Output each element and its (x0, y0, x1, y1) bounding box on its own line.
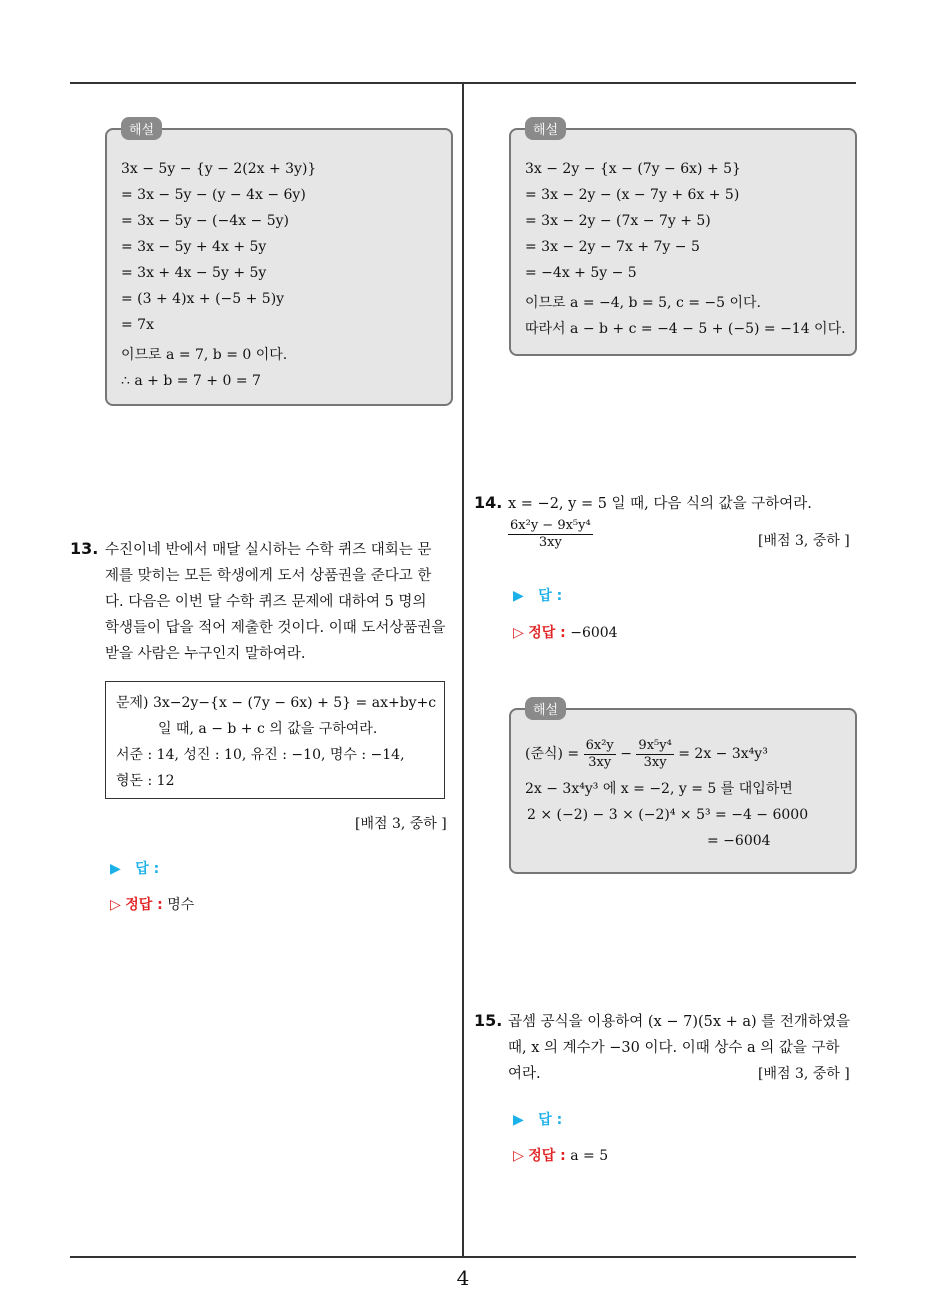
question-line: 제를 맞히는 모든 학생에게 도서 상품권을 준다고 한 (105, 568, 432, 584)
answer-marker-icon: ▶ (513, 1112, 524, 1128)
solution-text: = 2x − 3x⁴y³ (678, 746, 768, 762)
correct-marker-icon: ▷ (110, 897, 121, 913)
solution-box-12 (105, 123, 453, 406)
solution-box-14 (509, 703, 857, 874)
correct-marker-icon: ▷ (513, 625, 524, 641)
fraction-numerator: 9x⁵y⁴ (638, 737, 672, 753)
correct-marker-icon: ▷ (513, 1148, 524, 1164)
solution-line: 이므로 a = −4, b = 5, c = −5 이다. (525, 295, 761, 311)
question-number-13: 13. (70, 539, 99, 558)
correct-label: 정답 : (528, 625, 566, 641)
solution-line: 2 × (−2) − 3 × (−2)⁴ × 5³ = −4 − 6000 (527, 807, 809, 823)
problem-line: 문제) 3x−2y−{x − (7y − 6x) + 5} = ax+by+c (116, 695, 437, 711)
question-line: 여라. (508, 1066, 541, 1082)
solution-line: = (3 + 4)x + (−5 + 5)y (121, 291, 285, 307)
answer-label: 답 : (538, 588, 563, 604)
fraction-denominator: 3xy (538, 535, 562, 550)
fraction-numerator: 6x²y (585, 737, 614, 753)
correct-value: 명수 (167, 897, 195, 913)
solution-line: 따라서 a − b + c = −4 − 5 + (−5) = −14 이다. (525, 321, 846, 337)
correct-label: 정답 : (125, 897, 163, 913)
column-divider (462, 83, 464, 1257)
page-number: 4 (456, 1266, 470, 1290)
fraction (584, 738, 616, 771)
question-14-text: x = −2, y = 5 일 때, 다음 식의 값을 구하여라. (508, 496, 812, 512)
solution-line: 2x − 3x⁴y³ 에 x = −2, y = 5 를 대입하면 (525, 781, 793, 797)
solution-line: = 3x − 2y − (x − 7y + 6x + 5) (525, 187, 740, 203)
answer-label: 답 : (135, 861, 160, 877)
solution-line: = 3x − 5y − (y − 4x − 6y) (121, 187, 306, 203)
question-line: 받을 사람은 누구인지 말하여라. (105, 646, 306, 662)
answer-label: 답 : (538, 1112, 563, 1128)
solution-line: = 3x − 5y + 4x + 5y (121, 239, 267, 255)
solution-line: = 3x − 2y − 7x + 7y − 5 (525, 239, 700, 255)
answer-row-14 (513, 585, 562, 605)
question-line: 때, x 의 계수가 −30 이다. 이때 상수 a 의 값을 구하 (508, 1040, 840, 1056)
correct-label: 정답 : (528, 1148, 566, 1164)
solution-line: = −6004 (707, 833, 771, 849)
fraction-denominator: 3xy (588, 754, 612, 770)
score-meta-15: [배점 3, 중하 ] (758, 1066, 850, 1082)
fraction-numerator: 6x²y − 9x⁵y⁴ (510, 518, 591, 533)
question-line: 학생들이 답을 적어 제출한 것이다. 이때 도서상품권을 (105, 620, 446, 636)
solution-line: = 3x − 5y − (−4x − 5y) (121, 213, 289, 229)
solution-line: = 7x (121, 317, 154, 333)
solution-tag: 해설 (525, 117, 566, 140)
solution-text: − (620, 746, 632, 762)
question-line: 수진이네 반에서 매달 실시하는 수학 퀴즈 대회는 문 (105, 542, 432, 558)
correct-value: −6004 (570, 625, 618, 641)
fraction-denominator: 3xy (643, 754, 667, 770)
solution-line: 이므로 a = 7, b = 0 이다. (121, 347, 288, 363)
bottom-rule (70, 1256, 856, 1258)
solution-tag: 해설 (525, 697, 566, 720)
problem-line: 형돈 : 12 (116, 773, 175, 789)
question-line: 다. 다음은 이번 달 수학 퀴즈 문제에 대하여 5 명의 (105, 594, 427, 610)
solution-line: = −4x + 5y − 5 (525, 265, 637, 281)
question-14-expression (508, 518, 593, 551)
problem-box (105, 681, 445, 799)
correct-row-14 (513, 622, 618, 642)
solution-line: 3x − 2y − {x − (7y − 6x) + 5} (525, 161, 741, 177)
correct-row-13 (110, 894, 194, 914)
solution-line: ∴ a + b = 7 + 0 = 7 (121, 373, 261, 389)
answer-marker-icon: ▶ (513, 588, 524, 604)
answer-row-13 (110, 858, 159, 878)
solution-line (525, 732, 839, 776)
score-meta-13: [배점 3, 중하 ] (355, 816, 447, 832)
correct-value: a = 5 (570, 1148, 609, 1164)
solution-line: = 3x + 4x − 5y + 5y (121, 265, 267, 281)
fraction (636, 738, 673, 771)
question-line: 곱셈 공식을 이용하여 (x − 7)(5x + a) 를 전개하였을 (508, 1014, 850, 1030)
solution-box-13 (509, 123, 857, 356)
answer-marker-icon: ▶ (110, 861, 121, 877)
score-meta-14: [배점 3, 중하 ] (758, 533, 850, 549)
fraction (508, 518, 593, 551)
problem-line: 서준 : 14, 성진 : 10, 유진 : −10, 명수 : −14, (116, 747, 405, 763)
solution-line: = 3x − 2y − (7x − 7y + 5) (525, 213, 711, 229)
question-13-text (105, 537, 460, 667)
question-number-15: 15. (474, 1011, 503, 1030)
solution-tag: 해설 (121, 117, 162, 140)
solution-line: 3x − 5y − {y − 2(2x + 3y)} (121, 161, 317, 177)
question-number-14: 14. (474, 493, 503, 512)
solution-text: (준식) = (525, 746, 580, 762)
answer-row-15 (513, 1109, 562, 1129)
problem-line: 일 때, a − b + c 의 값을 구하여라. (158, 721, 378, 737)
correct-row-15 (513, 1145, 608, 1165)
